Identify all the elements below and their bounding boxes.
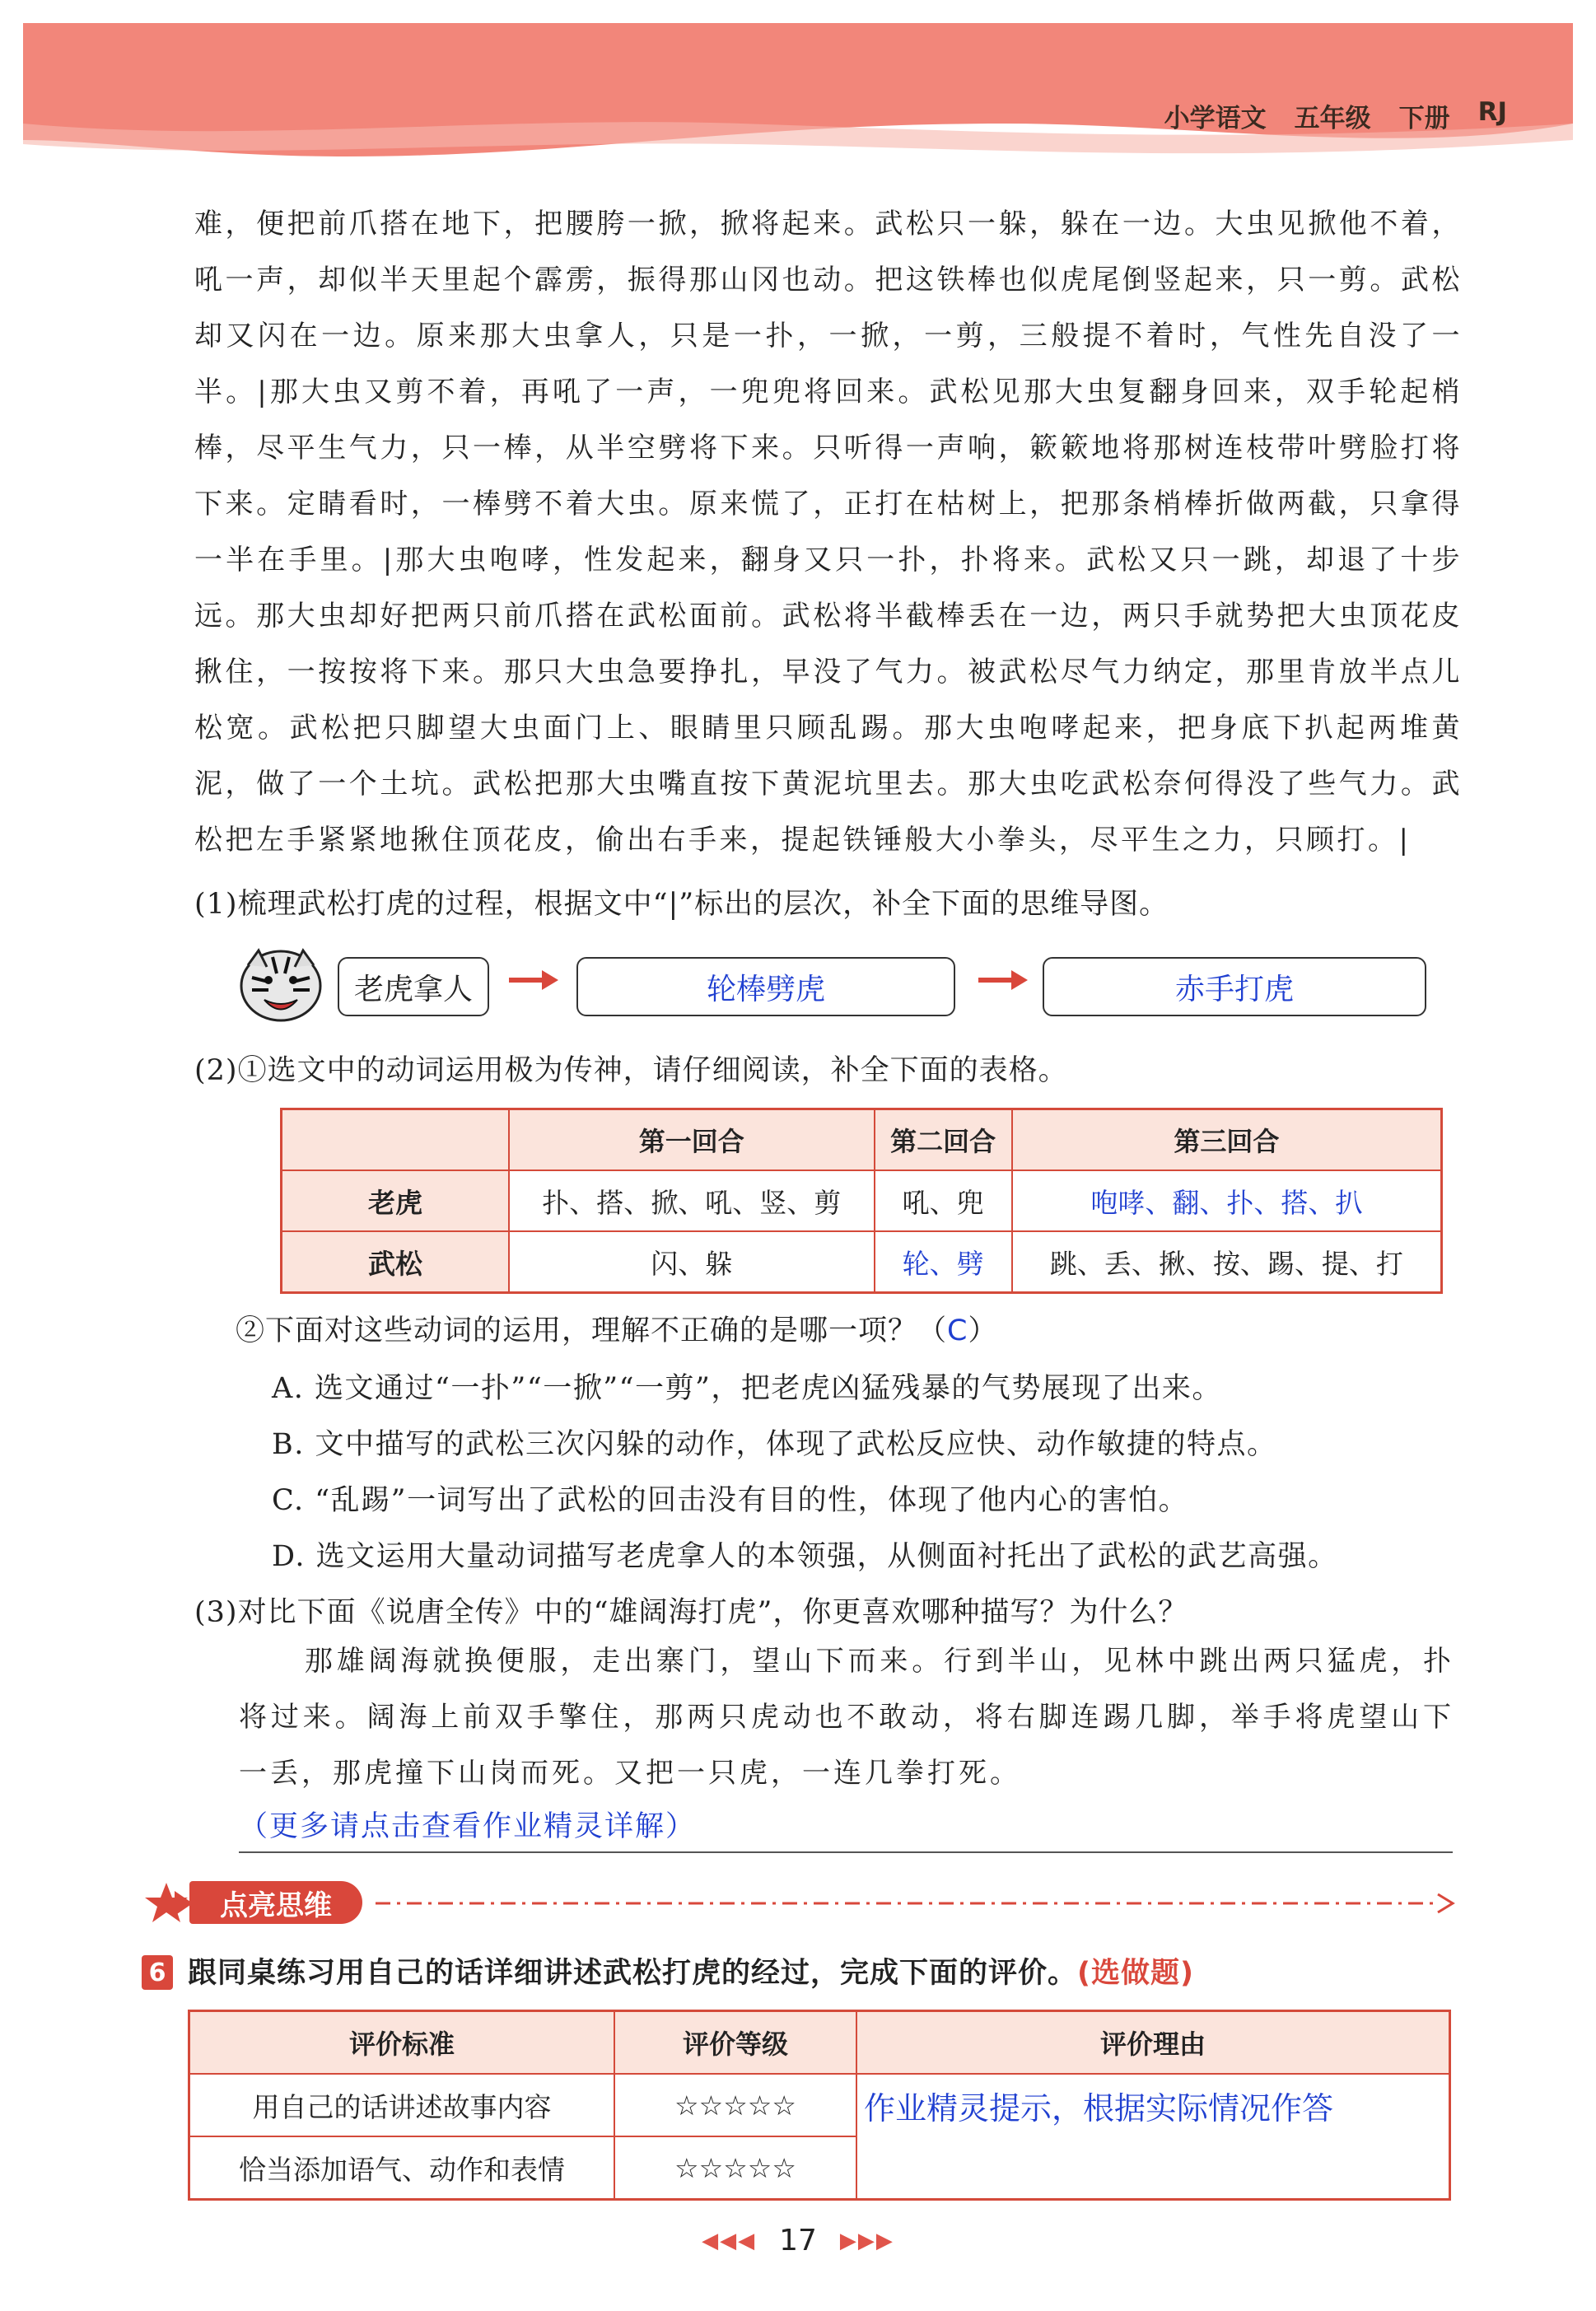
mind-map [236, 932, 1430, 1023]
answer-cell: 咆哮、翻、扑、搭、扒 [1012, 1170, 1442, 1231]
edition-label: RJ [1477, 97, 1507, 127]
question-3: (3)对比下面《说唐全传》中的“雄阔海打虎”，你更喜欢哪种描写？为什么？ [194, 1596, 1188, 1629]
book-meta [1164, 97, 1507, 134]
evaluation-table [188, 2010, 1451, 2201]
table-header: 第一回合 [509, 1109, 875, 1171]
rating-stars[interactable]: ☆☆☆☆☆ [614, 2074, 856, 2136]
option-c: C. “乱踢”一词写出了武松的回击没有目的性，体现了他内心的害怕。 [272, 1484, 1189, 1517]
table-header: 第二回合 [875, 1109, 1012, 1171]
option-b: B. 文中描写的武松三次闪躲的动作，体现了武松反应快、动作敏捷的特点。 [272, 1428, 1277, 1461]
table-row [189, 2074, 1450, 2136]
table-cell: 扑、搭、掀、吼、竖、剪 [509, 1170, 875, 1231]
prev-arrows-icon: ◀◀◀ [702, 2228, 757, 2253]
table-cell: 跳、丢、揪、按、踢、提、打 [1012, 1231, 1442, 1293]
reason-cell: 作业精灵提示，根据实际情况作答 [856, 2074, 1450, 2200]
table-row [282, 1231, 1442, 1293]
table-cell: 闪、躲 [509, 1231, 875, 1293]
table-header: 第三回合 [1012, 1109, 1442, 1171]
criterion-cell: 恰当添加语气、动作和表情 [189, 2136, 615, 2200]
arrow-icon [509, 969, 560, 992]
tiger-icon [236, 941, 326, 1023]
next-arrows-icon: ▶▶▶ [839, 2228, 894, 2253]
section-label: 点亮思维 [189, 1881, 362, 1924]
question-2: (2)①选文中的动词运用极为传神，请仔细阅读，补全下面的表格。 [194, 1054, 1068, 1087]
page-number: 17 [779, 2224, 817, 2257]
dash-divider [376, 1891, 1456, 1916]
rating-stars[interactable]: ☆☆☆☆☆ [614, 2136, 856, 2200]
mindmap-box-1: 老虎拿人 [338, 957, 489, 1016]
more-details-link[interactable]: （更多请点击查看作业精灵详解） [239, 1810, 697, 1843]
option-d: D. 选文运用大量动词描写老虎拿人的本领强，从侧面衬托出了武松的武艺高强。 [272, 1540, 1338, 1573]
answer-choice: C [947, 1314, 968, 1347]
grade-label: 五年级 [1294, 104, 1371, 133]
passage-text: 难，便把前爪搭在地下，把腰胯一掀，掀将起来。武松只一躲，躲在一边。大虫见掀他不着，吼一声，却似半天里起个霹雳，振得那山冈也动。把这铁棒也似虎尾倒竖起来，只一剪。武松却又闪在一边。原来那大虫拿人，只是一扑，一掀，一剪，三般提不着时，气性先自没了一半。|那大虫又剪不着，再吼了一声，一兜兜将回来。武松见那大虫复翻身回来，双手轮起梢棒，尽平生气力，只一棒，从半空劈将下来。只听得一声响，簌簌地将那树连枝带叶劈脸打将下来。定睛看时，一棒劈不着大虫。原来慌了，正打在枯树上，把那条梢棒折做两截，只拿得一半在手里。|那大虫咆哮，性发起来，翻身又只一扑，扑将来。武松又只一跳，却退了十步远。那大虫却好把两只前爪搭在武松面前。武松将半截棒丢在一边，两只手就势把大虫顶花皮揪住，一按按将下来。那只大虫急要挣扎，早没了气力。被武松尽气力纳定，那里肯放半点儿松宽。武松把只脚望大虫面门上、眼睛里只顾乱踢。那大虫咆哮起来，把身底下扒起两堆黄泥，做了一个土坑。武松把那大虫嘴直按下黄泥坑里去。那大虫吃武松奈何得没了些气力。武松把左手紧紧地揪住顶花皮，偷出右手来，提起铁锤般大小拳头，尽平生之力，只顾打。| [194, 208, 1463, 857]
mindmap-box-3: 赤手打虎 [1043, 957, 1426, 1016]
story-text: 那雄阔海就换便服，走出寨门，望山下而来。行到半山，见林中跳出两只猛虎，扑将过来。阔海上前双手擎住，那两只虎动也不敢动，将右脚连踢几脚，举手将虎望山下一丢，那虎撞下山岗而死。又把一只虎，一连几拳打死。 [239, 1645, 1454, 1790]
verb-table [280, 1108, 1443, 1294]
divider [239, 1851, 1453, 1853]
criterion-cell: 用自己的话讲述故事内容 [189, 2074, 615, 2136]
table-header-row [189, 2011, 1450, 2075]
story-excerpt [239, 1633, 1454, 1801]
table-cell: 吼、兜 [875, 1170, 1012, 1231]
answer-cell: 轮、劈 [875, 1231, 1012, 1293]
question-6-text: 跟同桌练习用自己的话详细讲述武松打虎的经过，完成下面的评价。 [188, 1957, 1078, 1990]
volume-label: 下册 [1398, 104, 1450, 133]
subject-label: 小学语文 [1164, 104, 1267, 133]
question-2-2 [236, 1308, 997, 1349]
table-row [282, 1170, 1442, 1231]
table-header: 评价理由 [856, 2011, 1450, 2075]
question-6 [188, 1950, 1194, 1991]
option-a: A. 选文通过“一扑”“一掀”“一剪”，把老虎凶猛残暴的气势展现了出来。 [272, 1372, 1222, 1405]
header-band [0, 0, 1596, 189]
question-2-2-suffix: ） [968, 1314, 998, 1347]
table-header [282, 1109, 510, 1171]
table-header-row [282, 1109, 1442, 1171]
arrow-icon [978, 969, 1029, 992]
table-header: 评价等级 [614, 2011, 856, 2075]
mindmap-box-2: 轮棒劈虎 [576, 957, 955, 1016]
passage [194, 196, 1463, 868]
row-label: 武松 [282, 1231, 510, 1293]
question-2-2-prefix: ②下面对这些动词的运用，理解不正确的是哪一项？（ [236, 1314, 948, 1347]
page-footer [0, 2224, 1596, 2257]
question-1: (1)梳理武松打虎的过程，根据文中“|”标出的层次，补全下面的思维导图。 [194, 888, 1169, 921]
question-number: 6 [142, 1955, 173, 1990]
table-header: 评价标准 [189, 2011, 615, 2075]
optional-tag: (选做题) [1077, 1957, 1195, 1990]
row-label: 老虎 [282, 1170, 510, 1231]
